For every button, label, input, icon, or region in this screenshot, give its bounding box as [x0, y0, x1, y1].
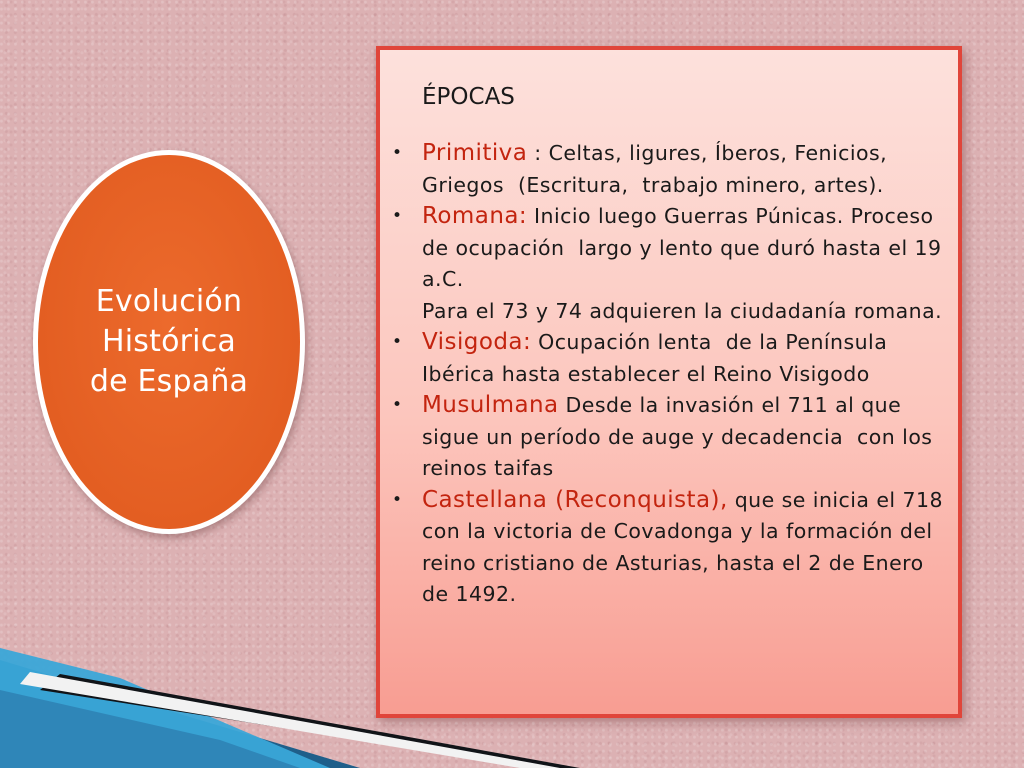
oval-title-line-3: de España	[89, 364, 249, 399]
oval-title	[69, 282, 269, 402]
epoch-description: Inicio luego Guerras Púnicas. Proceso de ocupación largo y lento que duró hasta el 19 a.C.	[422, 204, 949, 291]
epoch-description: : Celtas, ligures, Íberos, Fenicios, Griegos (Escritura, trabajo minero, artes).	[422, 141, 895, 197]
bullet-dot: •	[392, 143, 403, 163]
epoch-description: que se inicia el 718 con la victoria de Covadonga y la formación del reino cristiano de Asturias, hasta el 2 de Enero de 1492.	[422, 487, 950, 606]
epoch-name: Castellana (Reconquista),	[422, 486, 728, 513]
epochs-panel	[376, 46, 962, 718]
epoch-name: Musulmana	[422, 392, 559, 418]
epoch-name: Romana:	[422, 203, 528, 229]
oval-title-line-1: Evolución	[95, 284, 243, 319]
epoch-description-continued: Para el 73 y 74 adquieren la ciudadanía romana.	[422, 298, 943, 323]
list-item-castellana	[380, 485, 966, 611]
list-item-musulmana	[380, 390, 966, 485]
epoch-description: Ocupación lenta de la Península Ibérica hasta establecer el Reino Visigodo	[422, 330, 895, 386]
epoch-name: Primitiva	[422, 140, 528, 166]
bullet-dot: •	[392, 206, 403, 226]
list-item-romana	[380, 201, 966, 327]
epoch-name: Visigoda:	[422, 329, 532, 355]
panel-heading: ÉPOCAS	[422, 84, 515, 110]
title-oval-fill	[38, 155, 300, 529]
bullet-dot: •	[392, 395, 403, 415]
bullet-dot: •	[392, 489, 403, 510]
list-item-primitiva	[380, 138, 966, 201]
oval-title-line-2: Histórica	[102, 324, 236, 359]
title-oval	[33, 150, 305, 534]
list-item-visigoda	[380, 327, 966, 390]
bullet-dot: •	[392, 332, 403, 352]
epoch-description: Desde la invasión el 711 al que sigue un período de auge y decadencia con los reinos taifas	[422, 393, 940, 480]
epochs-list	[380, 138, 966, 611]
